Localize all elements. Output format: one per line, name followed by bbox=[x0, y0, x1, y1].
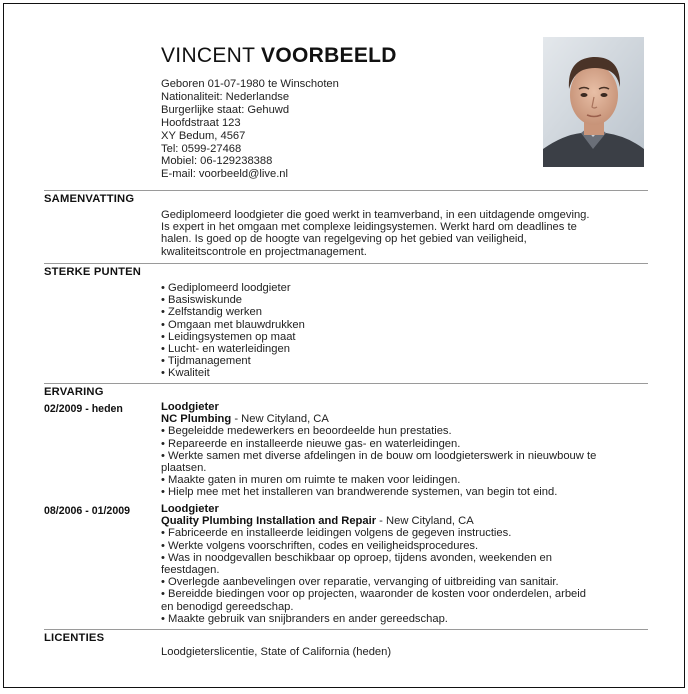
job-company: Quality Plumbing Installation and Repair bbox=[161, 515, 377, 528]
contact-email: E-mail: voorbeeld@live.nl bbox=[161, 168, 289, 181]
first-name: VINCENT bbox=[161, 44, 255, 67]
job-bullet: • Overlegde aanbevelingen over reparatie, vervanging of uitbreiding van sanitair. bbox=[161, 576, 641, 588]
job-dates: 02/2009 - heden bbox=[44, 403, 123, 415]
contact-phone: Tel: 0599-27468 bbox=[161, 142, 242, 155]
job-bullet: • Hielp mee met het installeren van brandwerende systemen, van begin tot eind. bbox=[161, 486, 641, 498]
job-bullet: • Werkte samen met diverse afdelingen in de bouw om loodgieterswerk in nieuwbouw te bbox=[161, 450, 641, 462]
list-item: • Kwaliteit bbox=[161, 367, 641, 379]
contact-birth: Geboren 01-07-1980 te Winschoten bbox=[161, 78, 339, 90]
portrait-photo bbox=[543, 37, 644, 167]
job-bullet-continuation: plaatsen. bbox=[161, 462, 207, 475]
summary-line: Is expert in het omgaan met complexe leidingsystemen. Werkt hard om deadlines te bbox=[161, 221, 577, 234]
job-bullet: • Begeleidde medewerkers en beoordeelde hun prestaties. bbox=[161, 425, 641, 437]
job-company-line bbox=[161, 413, 641, 425]
job-bullet: • Maakte gebruik van snijbranders en ander gereedschap. bbox=[161, 613, 641, 625]
licenses-text: Loodgieterslicentie, State of California (heden) bbox=[161, 646, 392, 658]
summary-line: kwaliteitscontrole en projectmanagement. bbox=[161, 245, 367, 258]
job-location: - New Cityland, CA bbox=[376, 515, 474, 528]
resume-header bbox=[161, 44, 531, 181]
last-name: VOORBEELD bbox=[261, 44, 397, 67]
job-bullet: • Fabriceerde en installeerde leidingen volgens de gegeven instructies. bbox=[161, 527, 641, 539]
contact-city: XY Bedum, 4567 bbox=[161, 129, 246, 142]
list-item: • Tijdmanagement bbox=[161, 355, 641, 367]
section-divider bbox=[44, 383, 648, 384]
job-company: NC Plumbing bbox=[161, 413, 232, 426]
list-item: • Leidingsystemen op maat bbox=[161, 331, 641, 343]
job-title: Loodgieter bbox=[161, 503, 219, 515]
list-item: • Zelfstandig werken bbox=[161, 306, 641, 318]
job-dates: 08/2006 - 01/2009 bbox=[44, 505, 131, 517]
list-item: • Basiswiskunde bbox=[161, 294, 641, 306]
candidate-name bbox=[161, 44, 531, 68]
job-bullet: • Bereidde biedingen voor op projecten, waaronder de kosten voor onderdelen, arbeid bbox=[161, 588, 641, 600]
job-bullet: • Was in noodgevallen beschikbaar op oproep, tijdens avonden, weekenden en bbox=[161, 552, 641, 564]
strengths-list bbox=[161, 282, 641, 380]
contact-mobile: Mobiel: 06-129238388 bbox=[161, 155, 273, 168]
job-entry bbox=[161, 401, 641, 499]
resume-page bbox=[3, 3, 685, 688]
experience-title: ERVARING bbox=[44, 386, 104, 398]
job-bullet-continuation: feestdagen. bbox=[161, 564, 220, 577]
summary-title: SAMENVATTING bbox=[44, 193, 135, 205]
job-bullet: • Repareerde en installeerde nieuwe gas- en waterleidingen. bbox=[161, 438, 641, 450]
section-divider bbox=[44, 263, 648, 264]
list-item: • Omgaan met blauwdrukken bbox=[161, 319, 641, 331]
job-bullet: • Maakte gaten in muren om ruimte te maken voor leidingen. bbox=[161, 474, 641, 486]
section-divider bbox=[44, 190, 648, 191]
strengths-title: STERKE PUNTEN bbox=[44, 266, 142, 278]
portrait-image bbox=[543, 37, 644, 167]
job-bullet-continuation: en benodigd gereedschap. bbox=[161, 600, 294, 613]
licenses-title: LICENTIES bbox=[44, 632, 105, 644]
job-bullet: • Werkte volgens voorschriften, codes en veiligheidsprocedures. bbox=[161, 540, 641, 552]
list-item: • Gediplomeerd loodgieter bbox=[161, 282, 641, 294]
contact-marital-status: Burgerlijke staat: Gehuwd bbox=[161, 103, 290, 116]
job-entry bbox=[161, 503, 641, 625]
list-item: • Lucht- en waterleidingen bbox=[161, 343, 641, 355]
contact-street: Hoofdstraat 123 bbox=[161, 116, 241, 129]
summary-text bbox=[161, 209, 641, 258]
section-divider bbox=[44, 629, 648, 630]
job-location: - New Cityland, CA bbox=[231, 413, 329, 426]
job-company-line bbox=[161, 515, 641, 527]
summary-line: Gediplomeerd loodgieter die goed werkt in teamverband, in een uitdagende omgeving. bbox=[161, 209, 590, 221]
summary-line: halen. Is goed op de hoogte van regelgeving op het gebied van veiligheid, bbox=[161, 233, 527, 246]
job-title: Loodgieter bbox=[161, 401, 219, 413]
contact-nationality: Nationaliteit: Nederlandse bbox=[161, 90, 290, 103]
